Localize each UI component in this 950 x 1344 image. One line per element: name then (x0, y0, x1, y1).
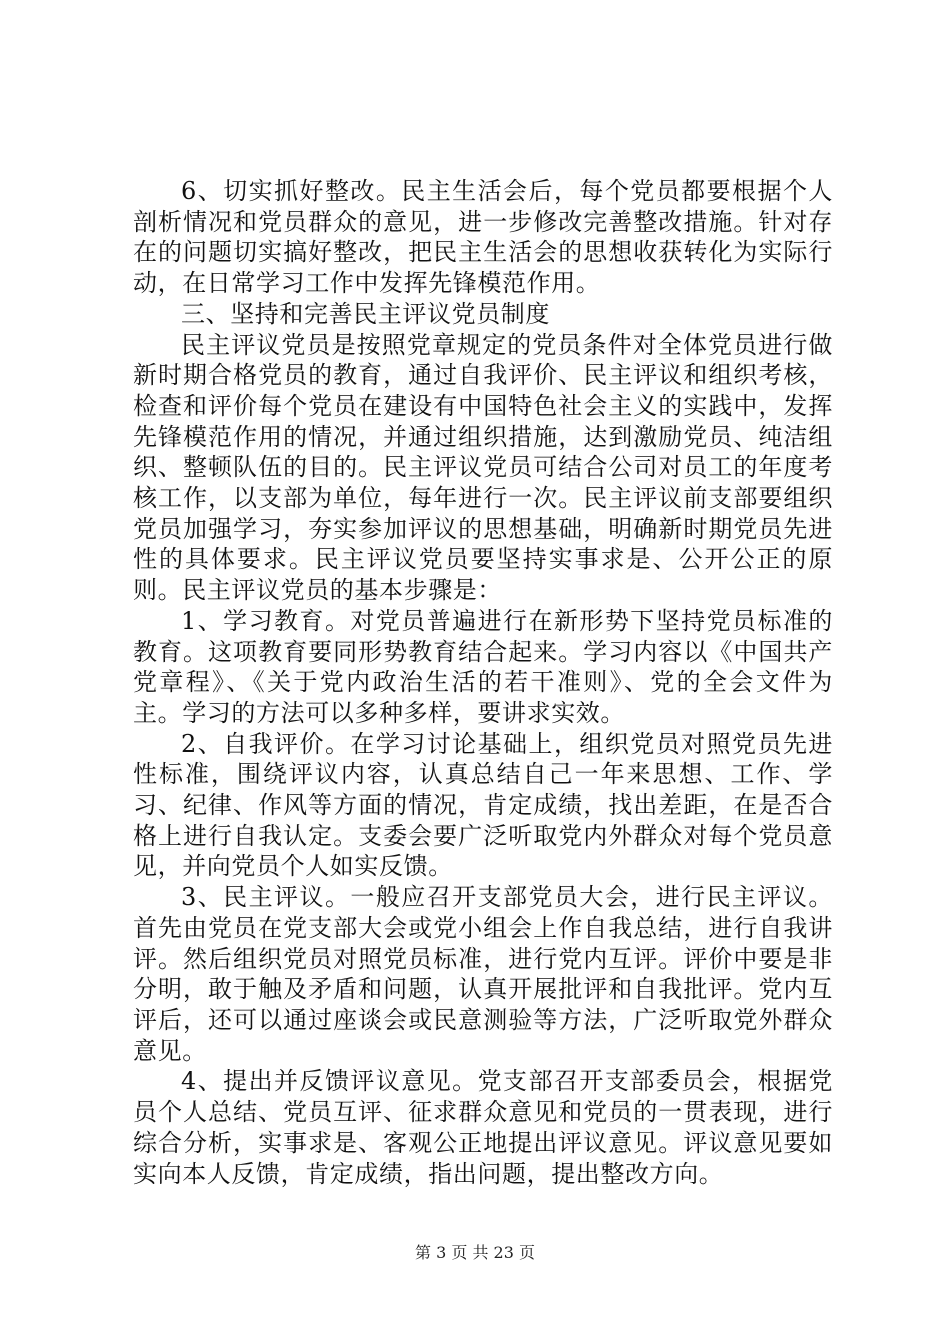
page-footer: 第 3 页 共 23 页 (415, 1243, 535, 1262)
document-body (133, 176, 833, 1189)
paragraph-rectification: 6、切实抓好整改。民主生活会后，每个党员都要根据个人剖析情况和党员群众的意见，进一步修改完善整改措施。针对存在的问题切实搞好整改，把民主生活会的思想收获转化为实际行动，在日常学习工作中发挥先锋模范作用。 (133, 177, 833, 298)
paragraph-step-feedback: 4、提出并反馈评议意见。党支部召开支部委员会，根据党员个人总结、党员互评、征求群众意见和党员的一贯表现，进行综合分析，实事求是、客观公正地提出评议意见。评议意见要如实向本人反馈，肯定成绩，指出问题，提出整改方向。 (133, 1067, 833, 1188)
paragraph-step-study: 1、学习教育。对党员普遍进行在新形势下坚持党员标准的教育。这项教育要同形势教育结合起来。学习内容以《中国共产党章程》、《关于党内政治生活的若干准则》、党的全会文件为主。学习的方法可以多种多样，要讲求实效。 (133, 606, 833, 727)
section-heading: 三、坚持和完善民主评议党员制度 (181, 299, 550, 328)
paragraph-step-democratic-review: 3、民主评议。一般应召开支部党员大会，进行民主评议。首先由党员在党支部大会或党小组会上作自我总结，进行自我讲评。然后组织党员对照党员标准，进行党内互评。评价中要是非分明，敢于触及矛盾和问题，认真开展批评和自我批评。党内互评后，还可以通过座谈会或民意测验等方法，广泛听取党外群众意见。 (133, 883, 833, 1065)
paragraph-democratic-evaluation: 民主评议党员是按照党章规定的党员条件对全体党员进行做新时期合格党员的教育，通过自我评价、民主评议和组织考核，检查和评价每个党员在建设有中国特色社会主义的实践中，发挥先锋模范作用的情况，并通过组织措施，达到激励党员、纯洁组织、整顿队伍的目的。民主评议党员可结合公司对员工的年度考核工作，以支部为单位，每年进行一次。民主评议前支部要组织党员加强学习，夯实参加评议的思想基础，明确新时期党员先进性的具体要求。民主评议党员要坚持实事求是、公开公正的原则。民主评议党员的基本步骤是： (133, 330, 833, 605)
paragraph-step-self-evaluation: 2、自我评价。在学习讨论基础上，组织党员对照党员先进性标准，围绕评议内容，认真总结自己一年来思想、工作、学习、纪律、作风等方面的情况，肯定成绩，找出差距，在是否合格上进行自我认定。支委会要广泛听取党内外群众对每个党员意见，并向党员个人如实反馈。 (133, 729, 833, 881)
